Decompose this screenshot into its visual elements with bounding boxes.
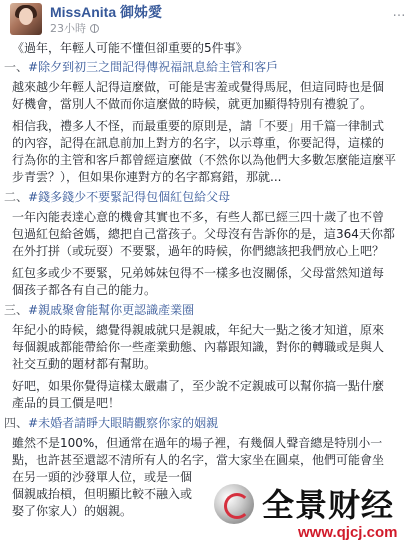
author-name[interactable]: MissAnita 御姊愛 [50, 4, 163, 20]
hashtag-link[interactable]: #未婚者請睜大眼睛觀察你家的姻親 [28, 416, 219, 430]
text-line: 好機會，當別人不做而你這麼做的時候，就更加顯得特別有禮貌了。 [12, 97, 373, 111]
author-avatar[interactable] [10, 3, 42, 35]
text-line: 的內容，記得在訊息前加上對方的名字，以示尊重，你要記得，這樣的 [12, 136, 385, 150]
post-header [0, 0, 420, 40]
section-heading-1 [4, 59, 414, 76]
section-heading-4 [4, 415, 414, 432]
text-line: 紅包多或少不要緊，兄弟姊妹包得不一樣多也沒關係，父母當然知道每 [12, 266, 385, 280]
text-line: 包過紅包給爸媽，總把自己當孩子。父母沒有告訴你的是，這364天你都 [12, 227, 395, 241]
text-line: 在外打拼（或玩耍）不要緊，過年的時候，你們總該把我們放心上吧？ [12, 244, 385, 258]
section-heading-3 [4, 302, 414, 319]
text-line: 在另一頭的沙發單人位，或是一個 [12, 470, 193, 484]
hashtag-link[interactable]: #除夕到初三之間記得傳祝福訊息給主管和客戶 [28, 60, 279, 74]
text-line: 雖然不是100%，但通常在過年的場子裡，有幾個人聲音總是特別小一 [12, 436, 383, 450]
text-line: 個親戚抬槓，但明顯比較不融入或 [12, 487, 193, 501]
post-body [4, 40, 414, 520]
paragraph [4, 79, 414, 113]
text-line: 步青雲？），但如果你連對方的名字都寫錯，那就... [12, 170, 282, 184]
public-globe-icon [90, 24, 99, 33]
watermark-url: www.qjcj.com [298, 524, 398, 541]
text-line: 每個親戚都能帶給你一些產業動態、內幕跟知識，對你的轉職或是與人 [12, 340, 385, 354]
text-line: 年紀小的時候，總覺得親戚就只是親戚，年紀大一點之後才知道，原來 [12, 323, 385, 337]
watermark-logo-icon [214, 484, 254, 524]
text-line: 社交互動的題材都有幫助。 [12, 357, 157, 371]
text-line: 好吧，如果你覺得這樣太嚴肅了，至少說不定親戚可以幫你搞一點什麼 [12, 379, 385, 393]
section-number: 四、 [4, 416, 29, 430]
section-number: 三、 [4, 303, 29, 317]
paragraph [4, 265, 414, 299]
text-line: 娶了你家人）的姻親。 [12, 504, 133, 518]
hashtag-link[interactable]: #錢多錢少不要緊記得包個紅包給父母 [28, 190, 231, 204]
article-title: 《過年，年輕人可能不懂但卻重要的5件事》 [12, 41, 248, 55]
text-line: 相信我，禮多人不怪，而最重要的原則是，請「不要」用千篇一律制式 [12, 119, 385, 133]
hashtag-link[interactable]: #親戚聚會能幫你更認識產業圈 [28, 303, 195, 317]
text-line: 個孩子都各有自己的能力。 [12, 283, 157, 297]
text-line: 點，也許甚至還認不清所有人的名字，當大家坐在圓桌，他們可能會坐 [12, 453, 385, 467]
text-line: 行為你的主管和客戶都曾經這麼做（不然你以為他們大多數怎麼能這麼平 [12, 153, 397, 167]
section-number: 二、 [4, 190, 29, 204]
text-line: 產品的員工價是吧！ [12, 396, 121, 410]
section-heading-2 [4, 189, 414, 206]
avatar-face [19, 8, 33, 25]
paragraph [4, 378, 414, 412]
paragraph [4, 322, 414, 373]
text-line: 越來越少年輕人記得這麼做，可能是害羞或覺得馬屁，但這同時也是個 [12, 80, 385, 94]
post-timestamp[interactable]: 23小時 [50, 22, 86, 35]
more-options-icon[interactable]: … [392, 5, 406, 20]
watermark [196, 478, 420, 549]
post-meta [50, 20, 99, 36]
paragraph [4, 118, 414, 186]
paragraph [4, 209, 414, 260]
watermark-brand: 全景财经 [262, 486, 395, 524]
text-line: 一年內能表達心意的機會其實也不多，有些人都已經三四十歲了也不曾 [12, 210, 385, 224]
section-number: 一、 [4, 60, 29, 74]
